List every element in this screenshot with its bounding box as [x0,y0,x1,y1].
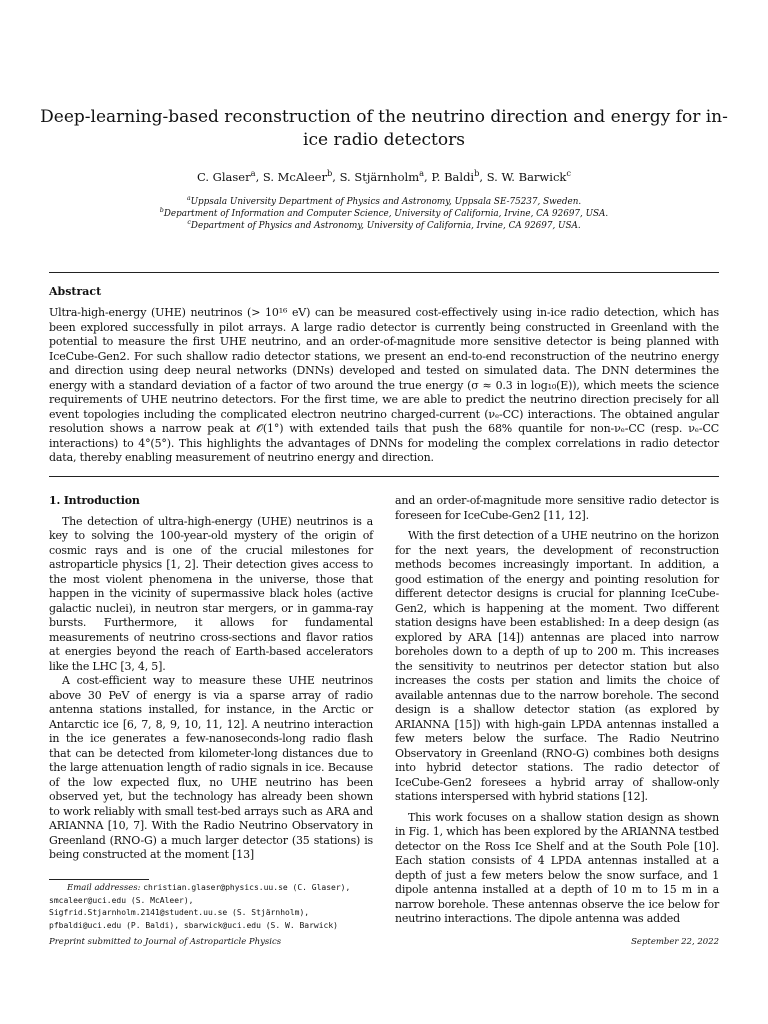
paragraph: A cost-efficient way to measure these UHE neutrinos above 30 PeV of energy is via a sparse array of radio antenna stations installed, for instance, in the Arctic or Antarctic ice [6, 7, 8, 9, 10, 11, 12]. A neutrino interaction in the ice generates a few-nanoseconds-long radio flash that can be detected from kilometer-long distances due to the large attenuation length of radio signals in ice. Because of the low expected flux, no UHE neutrino has been observed yet, but the technology has already been shown to work reliably with small test-bed arrays such as ARA and ARIANNA [10, 7]. With the Radio Neutrino Observatory in Greenland (RNO-G) a much larger detector (35 stations) is being constructed at the moment [13] [49,674,373,861]
author: S. McAleer$^b$ [262,168,333,184]
section-heading: 1. Introduction [49,494,140,507]
author: P. Baldi$^b$ [431,168,480,184]
paragraph: This work focuses on a shallow station design as shown in Fig. 1, which has been explored by the ARIANNA testbed detector on the Ross Ice Shelf and at the South Pole [10]. Each station consists of 4 LPDA antennas installed at a depth of just a few meters below the snow surface, and 1 dipole antenna installed at a depth of 10 m to 15 m in a narrow borehole. These antennas observe the ice below for neutrino interactions. The dipole antenna was added [395,810,719,925]
abstract-heading: Abstract [49,285,102,298]
right-column [395,494,719,927]
abstract-text: Ultra-high-energy (UHE) neutrinos (> 10¹⁶ eV) can be measured cost-effectively using in-ice radio detection, which has been explored successfully in pilot arrays. A large radio detector is currently being constructed in Greenland with the potential to measure the first UHE neutrino, and an order-of-magnitude more sensitive detector is being planned with IceCube-Gen2. For such shallow radio detector stations, we present an end-to-end reconstruction of the neutrino energy and direction using deep neural networks (DNNs) developed and tested on simulated data. The DNN determines the energy with a standard deviation of a factor of two around the true energy (σ ≈ 0.3 in log₁₀(E)), which meets the science requirements of UHE neutrino detectors. For the first time, we are able to predict the neutrino direction precisely for all event topologies including the complicated electron neutrino charged-current (νₑ-CC) interactions. The obtained angular resolution shows a narrow peak at 𝒪(1°) with extended tails that push the 68% quantile for non-νₑ-CC (resp. νₑ-CC interactions) to 4°(5°). This highlights the advantages of DNNs for modeling the complex correlations in radio detector data, thereby enabling measurement of neutrino energy and direction. [49,306,719,464]
email-footnote: Email addresses: christian.glaser@physics.uu.se (C. Glaser), smcaleer@uci.edu (S. McAleer), Sigfrid.Stjarnholm.2141@student.uu.se (S. Stjärnholm), pfbaldi@uci.edu (P. Baldi), sbarwick@uci.edu (S. W. Barwick) [49,883,351,930]
affiliation-list [40,196,728,232]
author-list: C. Glaser$^a$, S. McAleer$^b$, S. Stjärnholm$^a$, P. Baldi$^b$, S. W. Barwick$^c$ [196,168,571,184]
footer-journal: Preprint submitted to Journal of Astroparticle Physics [49,937,282,947]
left-column [49,494,373,863]
footer-date: September 22, 2022 [631,937,719,947]
paragraph: The detection of ultra-high-energy (UHE) neutrinos is a key to solving the 100-year-old mystery of the origin of cosmic rays and is one of the crucial milestones for astroparticle physics [1, 2]. Their detection gives access to the most violent phenomena in the universe, those that happen in the vicinity of supermassive black holes (active galactic nuclei), in neutron star mergers, or in gamma-ray bursts. Furthermore, it allows for fundamental measurements of neutrino cross-sections and flavor ratios at energies beyond the reach of Earth-based accelerators like the LHC [3, 4, 5]. [49,514,373,673]
abstract-top-rule [49,272,719,273]
author: C. Glaser$^a$ [196,168,256,184]
affiliation: $^a$Uppsala University Department of Physics and Astronomy, Uppsala SE-75237, Sweden. [186,195,582,207]
paragraph: and an order-of-magnitude more sensitive radio detector is foreseen for IceCube-Gen2 [11, 12]. [395,494,719,522]
abstract-bottom-rule [49,476,719,477]
paragraph: With the first detection of a UHE neutrino on the horizon for the next years, the development of reconstruction methods becomes increasingly important. In addition, a good estimation of the energy and pointing resolution for different detector designs is crucial for planning IceCube-Gen2, which is happening at the moment. Two different station designs have been established: In a deep design (as explored by ARA [14]) antennas are placed into narrow boreholes down to a depth of up to 200 m. This increases the sensitivity to neutrinos per detector station but also increases the costs per station and limits the choice of available antennas due to the narrow borehole. The second design is a shallow detector station (as explored by ARIANNA [15]) with high-gain LPDA antennas installed a few meters below the surface. The Radio Neutrino Observatory in Greenland (RNO-G) combines both designs into hybrid detector stations. The radio detector of IceCube-Gen2 foresees a hybrid array of shallow-only stations interspersed with hybrid stations [12]. [395,529,719,803]
affiliation: $^b$Department of Information and Computer Science, University of California, Irvine, CA 92697, USA. [159,207,609,219]
footnote-rule [49,879,149,880]
affiliation: $^c$Department of Physics and Astronomy, University of California, Irvine, CA 92697, USA. [187,219,581,231]
paper-title: Deep-learning-based reconstruction of the neutrino direction and energy for in-ice radio detectors [40,107,728,150]
author: S. Stjärnholm$^a$ [339,168,425,184]
author: S. W. Barwick$^c$ [486,168,571,184]
